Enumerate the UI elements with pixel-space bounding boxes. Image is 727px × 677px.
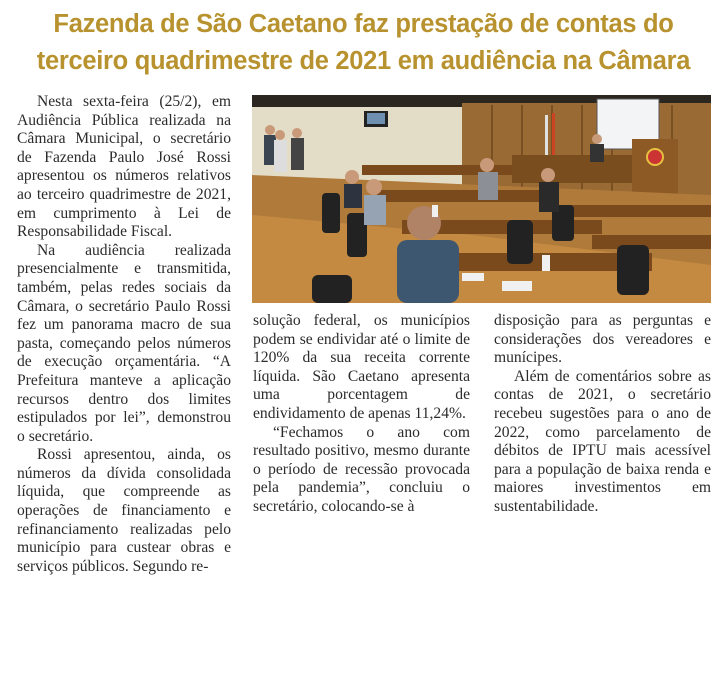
council-chamber-photo xyxy=(252,95,711,303)
article-column-3 xyxy=(494,312,711,517)
paragraph: Rossi apresentou, ainda, os números da dívida consolidada líquida, que compreende as operações de financiamento e refinanciamento realizadas pelo município para custear obras e serviços públicos. Segundo re- xyxy=(17,446,231,575)
paragraph: solução federal, os municípios podem se endividar até o limite de 120% da sua receita corrente líquida. São Caetano apresenta uma porcentagem de endividamento de apenas 11,24%. xyxy=(253,312,470,422)
headline-line-1: Fazenda de São Caetano faz prestação de contas do xyxy=(53,10,674,38)
article-column-2 xyxy=(253,312,470,517)
headline-line-2: terceiro quadrimestre de 2021 em audiência na Câmara xyxy=(36,47,691,75)
article-headline xyxy=(0,6,727,80)
paragraph: Na audiência realizada presencialmente e transmitida, também, pelas redes sociais da Câmara, o secretário Paulo Rossi fez um panorama macro de sua pasta, começando pelos números de execução orçamentária. “A Prefeitura manteve a aplicação recursos dentro dos limites estipulados por lei”, demonstrou o secretário. xyxy=(17,241,231,445)
paragraph: disposição para as perguntas e considerações dos vereadores e munícipes. xyxy=(494,312,711,367)
paragraph: “Fechamos o ano com resultado positivo, mesmo durante o período de recessão provocada pela pandemia”, concluiu o secretário, colocando-se à xyxy=(253,423,470,515)
paragraph: Nesta sexta-feira (25/2), em Audiência Pública realizada na Câmara Municipal, o secretário de Fazenda Paulo José Rossi apresentou os números relativos ao terceiro quadrimestre de 2021, em cumprimento à Lei de Responsabilidade Fiscal. xyxy=(17,93,231,241)
article-column-1 xyxy=(17,93,231,576)
paragraph: Além de comentários sobre as contas de 2021, o secretário recebeu sugestões para o ano de 2022, como parcelamento de débitos de IPTU mais acessível para a população de baixa renda e maiores investimentos em sustentabilidade. xyxy=(494,367,711,515)
